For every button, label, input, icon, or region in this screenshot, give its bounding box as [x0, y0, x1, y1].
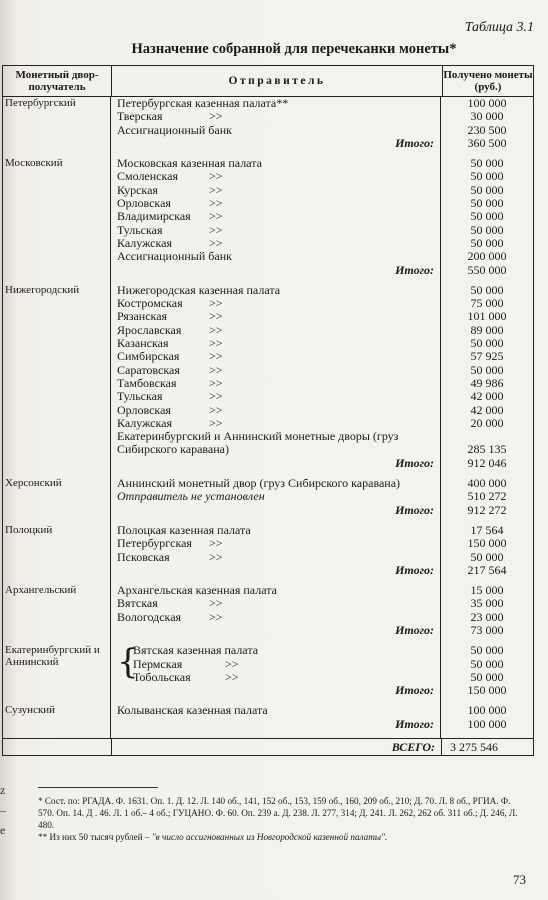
table-row	[111, 390, 533, 403]
value-cell: 285 135	[467, 442, 507, 457]
sender-name: Рязанская	[117, 309, 168, 324]
value-cell: 50 000	[470, 209, 504, 224]
sender-name: Екатеринбургский и Аннинский монетные дворы (груз Сибирского каравана)	[117, 429, 399, 457]
mint-cell	[3, 97, 111, 157]
value-cell: 50 000	[470, 196, 504, 211]
table-title: Назначение собранной для перечеканки монеты*	[131, 41, 457, 57]
sender-cell	[111, 584, 441, 597]
sender-cell	[111, 157, 441, 170]
value-cell: 50 000	[470, 282, 504, 297]
value-cell: 50 000	[470, 169, 504, 184]
sender-name: Тульская	[117, 389, 163, 404]
subtotal-row	[111, 564, 533, 577]
sender-name: Тобольская	[133, 669, 191, 684]
mint-group	[3, 97, 533, 157]
table-row	[111, 97, 533, 110]
table-row	[111, 197, 533, 210]
ditto-mark: >>	[209, 609, 223, 624]
ditto-mark: >>	[209, 235, 223, 250]
sender-cell	[111, 297, 441, 310]
table-row	[111, 237, 533, 250]
table-row	[111, 250, 533, 263]
subtotal-row	[111, 264, 533, 277]
sender-rows	[111, 704, 533, 738]
value-cell: 15 000	[470, 583, 504, 598]
sender-cell	[111, 551, 441, 564]
sender-name: Вятская казенная палата	[133, 643, 259, 658]
sender-cell	[111, 237, 441, 250]
mint-name: Полоцкий	[5, 523, 53, 536]
sender-cell	[111, 537, 441, 550]
grand-total-value: 3 275 546	[450, 740, 498, 755]
mint-cell	[3, 157, 111, 284]
mint-cell	[3, 644, 111, 704]
ditto-mark: >>	[209, 549, 223, 564]
sender-name: Владимирская	[117, 209, 191, 224]
value-cell: 50 000	[470, 549, 504, 564]
table-row	[111, 324, 533, 337]
table-row	[111, 224, 533, 237]
sender-name: Колыванская казенная палата	[117, 703, 268, 718]
header-mint: Монетный двор-получатель	[3, 66, 112, 96]
sender-cell	[111, 477, 441, 490]
ditto-mark: >>	[209, 402, 223, 417]
ditto-mark: >>	[209, 196, 223, 211]
value-cell: 20 000	[470, 415, 504, 430]
sender-cell	[111, 110, 441, 123]
spine-bleed-text: z – e	[0, 783, 6, 837]
value-cell: 510 272	[467, 489, 507, 504]
table-number: Таблица 3.1	[464, 20, 534, 35]
sender-name: Тверская	[117, 109, 163, 124]
table-row	[111, 337, 533, 350]
sender-cell	[111, 284, 441, 297]
table-row	[111, 310, 533, 323]
mint-table	[2, 65, 534, 756]
sender-name: Нижегородская казенная палата	[117, 282, 281, 297]
value-cell: 50 000	[470, 362, 504, 377]
table-row	[111, 417, 533, 430]
mint-name: Сузунский	[5, 704, 56, 717]
subtotal-value: 912 272	[467, 502, 507, 517]
table-row	[111, 364, 533, 377]
sender-cell	[111, 250, 441, 263]
footnote-sources: * Сост. по: РГАДА. Ф. 1631. Оп. 1. Д. 12. Л. 140 об., 141, 152 об., 153, 159 об., 160, 209 об., 210; Д. 70. Л. 8 об., РГИА. Ф. 570. Оп. 14. Д . 46. Л. 1 об.– 4 об.; ГУЦАНО. Ф. 60. Оп. 239 а. Д. 238. Л. 277, 314; Д. 241. Л. 262, 262 об. 311 об.; Д. 246, Л. 480.	[38, 796, 518, 830]
ditto-mark: >>	[225, 656, 239, 671]
sender-name: Петербургская казенная палата**	[117, 96, 289, 110]
table-header	[3, 66, 533, 97]
value-cell: 35 000	[470, 596, 504, 611]
ditto-mark: >>	[209, 536, 223, 551]
mint-name: Нижегородский	[5, 283, 80, 296]
table-row	[111, 284, 533, 297]
table-row	[111, 210, 533, 223]
sender-name: Пермская	[133, 656, 183, 671]
sender-cell	[111, 658, 441, 671]
sender-cell	[111, 310, 441, 323]
value-cell: 230 500	[467, 122, 507, 137]
mint-cell	[3, 477, 111, 524]
mint-group	[3, 704, 533, 738]
sender-cell	[111, 224, 441, 237]
table-row	[111, 584, 533, 597]
table-row	[111, 297, 533, 310]
mint-cell	[3, 284, 111, 477]
sender-name: Ярославская	[117, 322, 182, 337]
table-row	[111, 377, 533, 390]
sender-name: Калужская	[117, 235, 173, 250]
sender-name: Тамбовская	[117, 375, 177, 390]
footnote-second-prefix: ** Из них 50 тысяч рублей –	[38, 832, 152, 842]
sender-cell	[111, 704, 441, 717]
value-cell: 50 000	[470, 643, 504, 658]
sender-name: Аннинский монетный двор (груз Сибирского каравана)	[117, 476, 401, 491]
value-cell: 57 925	[470, 349, 504, 364]
table-row	[111, 537, 533, 550]
value-cell: 23 000	[470, 609, 504, 624]
sender-name: Тульская	[117, 222, 163, 237]
table-row	[111, 597, 533, 610]
table-row	[111, 490, 533, 503]
subtotal-value: 360 500	[467, 135, 507, 150]
sender-rows	[111, 584, 533, 644]
subtotal-value: 912 046	[467, 455, 507, 470]
sender-rows	[111, 524, 533, 584]
table-row	[111, 110, 533, 123]
sender-cell	[111, 210, 441, 223]
sender-cell	[111, 390, 441, 403]
mint-name: Архангельский	[5, 584, 77, 597]
ditto-mark: >>	[209, 596, 223, 611]
mint-cell	[3, 524, 111, 584]
mint-group	[3, 477, 533, 524]
subtotal-label: Итого:	[111, 684, 441, 697]
table-row	[111, 658, 533, 671]
table-row	[111, 157, 533, 170]
table-row	[111, 477, 533, 490]
subtotal-label: Итого:	[111, 624, 441, 637]
sender-cell	[111, 377, 441, 390]
sender-rows	[111, 477, 533, 524]
group-spacer	[111, 697, 533, 704]
sender-name: Орловская	[117, 196, 171, 211]
ditto-mark: >>	[209, 222, 223, 237]
ditto-mark: >>	[209, 296, 223, 311]
grand-total-empty-cell	[3, 739, 112, 755]
sender-name: Казанская	[117, 336, 169, 351]
sender-name: Ассигнационный банк	[117, 249, 232, 264]
subtotal-label: Итого:	[111, 264, 441, 277]
footnote-second-quote: "в число ассигнованных из Новгородской казенной палаты".	[151, 832, 388, 842]
header-received: Получено монеты (руб.)	[443, 69, 533, 93]
sender-cell	[111, 337, 441, 350]
subtotal-value: 217 564	[467, 562, 507, 577]
sender-name: Отправитель не установлен	[117, 489, 265, 504]
value-cell: 100 000	[467, 96, 507, 110]
value-cell: 101 000	[467, 309, 507, 324]
mint-cell	[3, 704, 111, 738]
sender-rows	[111, 97, 533, 157]
sender-cell	[111, 170, 441, 183]
table-row	[111, 551, 533, 564]
footnote-second	[38, 831, 528, 843]
grand-total-label: ВСЕГО:	[112, 739, 442, 755]
mint-group	[3, 524, 533, 584]
table-row	[111, 170, 533, 183]
sender-name: Полоцкая казенная палата	[117, 522, 251, 537]
ditto-mark: >>	[209, 375, 223, 390]
sender-cell	[111, 490, 441, 503]
value-cell: 75 000	[470, 296, 504, 311]
sender-name: Смоленская	[117, 169, 178, 184]
ditto-mark: >>	[209, 309, 223, 324]
curly-brace-glyph: {	[117, 642, 139, 683]
subtotal-row	[111, 684, 533, 697]
subtotal-label: Итого:	[111, 718, 441, 731]
sender-name: Вятская	[117, 596, 158, 611]
value-cell: 42 000	[470, 402, 504, 417]
subtotal-label: Итого:	[111, 504, 441, 517]
sender-name: Костромская	[117, 296, 183, 311]
sender-name: Псковская	[117, 549, 170, 564]
sender-cell	[111, 611, 441, 624]
footnote-rule	[38, 787, 158, 788]
sender-name: Симбирская	[117, 349, 180, 364]
mint-group	[3, 584, 533, 644]
sender-cell	[111, 644, 441, 657]
sender-cell	[111, 184, 441, 197]
sender-cell	[111, 364, 441, 377]
page-number: 73	[513, 872, 526, 887]
value-cell: 50 000	[470, 222, 504, 237]
value-cell: 50 000	[470, 156, 504, 171]
mint-cell	[3, 584, 111, 644]
mint-group	[3, 644, 533, 704]
sender-cell	[111, 524, 441, 537]
table-row	[111, 184, 533, 197]
value-cell: 49 986	[470, 375, 504, 390]
sender-cell	[111, 597, 441, 610]
sender-cell	[111, 350, 441, 363]
ditto-mark: >>	[209, 322, 223, 337]
group-spacer	[111, 731, 533, 738]
sender-cell	[111, 197, 441, 210]
value-cell: 150 000	[467, 536, 507, 551]
sender-name: Вологодская	[117, 609, 182, 624]
subtotal-row	[111, 137, 533, 150]
mint-group	[3, 284, 533, 477]
table-row	[111, 644, 533, 657]
sender-name: Архангельская казенная палата	[117, 583, 277, 598]
sender-name: Калужская	[117, 415, 173, 430]
value-cell: 50 000	[470, 235, 504, 250]
table-row	[111, 350, 533, 363]
footnotes	[38, 795, 528, 843]
sender-cell	[111, 671, 441, 684]
sender-cell	[111, 324, 441, 337]
mint-name: Петербургский	[5, 97, 76, 109]
sender-rows	[111, 157, 533, 284]
value-cell: 17 564	[470, 522, 504, 537]
grand-total-row	[3, 738, 533, 755]
value-cell: 89 000	[470, 322, 504, 337]
value-cell: 400 000	[467, 476, 507, 491]
subtotal-row	[111, 457, 533, 470]
subtotal-label: Итого:	[111, 457, 441, 470]
ditto-mark: >>	[209, 209, 223, 224]
subtotal-label: Итого:	[111, 137, 441, 150]
sender-name: Петербургская	[117, 536, 192, 551]
table-row	[111, 671, 533, 684]
mint-name: Екатеринбургский и Аннинский	[5, 644, 100, 669]
ditto-mark: >>	[209, 362, 223, 377]
mint-name: Московский	[5, 157, 63, 170]
subtotal-row	[111, 718, 533, 731]
subtotal-row	[111, 504, 533, 517]
sender-name: Саратовская	[117, 362, 180, 377]
header-sender: Отправитель	[112, 66, 443, 96]
table-body	[3, 97, 533, 738]
table-row	[111, 704, 533, 717]
subtotal-value: 73 000	[470, 622, 504, 637]
sender-cell	[111, 97, 441, 110]
sender-rows	[111, 644, 533, 704]
value-cell: 50 000	[470, 669, 504, 684]
ditto-mark: >>	[209, 336, 223, 351]
sender-name: Курская	[117, 182, 158, 197]
value-cell: 200 000	[467, 249, 507, 264]
table-row	[111, 404, 533, 417]
ditto-mark: >>	[209, 169, 223, 184]
sender-name: Орловская	[117, 402, 171, 417]
spacer-cell	[111, 697, 441, 704]
ditto-mark: >>	[225, 669, 239, 684]
value-cell: 50 000	[470, 336, 504, 351]
table-row	[111, 611, 533, 624]
subtotal-label: Итого:	[111, 564, 441, 577]
ditto-mark: >>	[209, 182, 223, 197]
table-row	[111, 524, 533, 537]
mint-name: Херсонский	[5, 477, 62, 490]
ditto-mark: >>	[209, 109, 223, 124]
mint-group	[3, 157, 533, 284]
sender-rows	[111, 284, 533, 477]
sender-cell	[111, 404, 441, 417]
sender-cell	[111, 124, 441, 137]
value-cell: 42 000	[470, 389, 504, 404]
subtotal-value: 100 000	[467, 716, 507, 731]
ditto-mark: >>	[209, 349, 223, 364]
subtotal-value: 150 000	[467, 683, 507, 698]
spacer-cell	[111, 731, 441, 738]
sender-name: Московская казенная палата	[117, 156, 262, 171]
value-cell: 100 000	[467, 703, 507, 718]
ditto-mark: >>	[209, 389, 223, 404]
sender-name: Ассигнационный банк	[117, 122, 232, 137]
subtotal-row	[111, 624, 533, 637]
subtotal-value: 550 000	[467, 262, 507, 277]
sender-cell	[111, 417, 441, 430]
sender-cell	[111, 430, 441, 457]
table-row	[111, 124, 533, 137]
ditto-mark: >>	[209, 415, 223, 430]
value-cell: 50 000	[470, 182, 504, 197]
value-cell: 30 000	[470, 109, 504, 124]
table-row	[111, 430, 533, 457]
value-cell: 50 000	[470, 656, 504, 671]
